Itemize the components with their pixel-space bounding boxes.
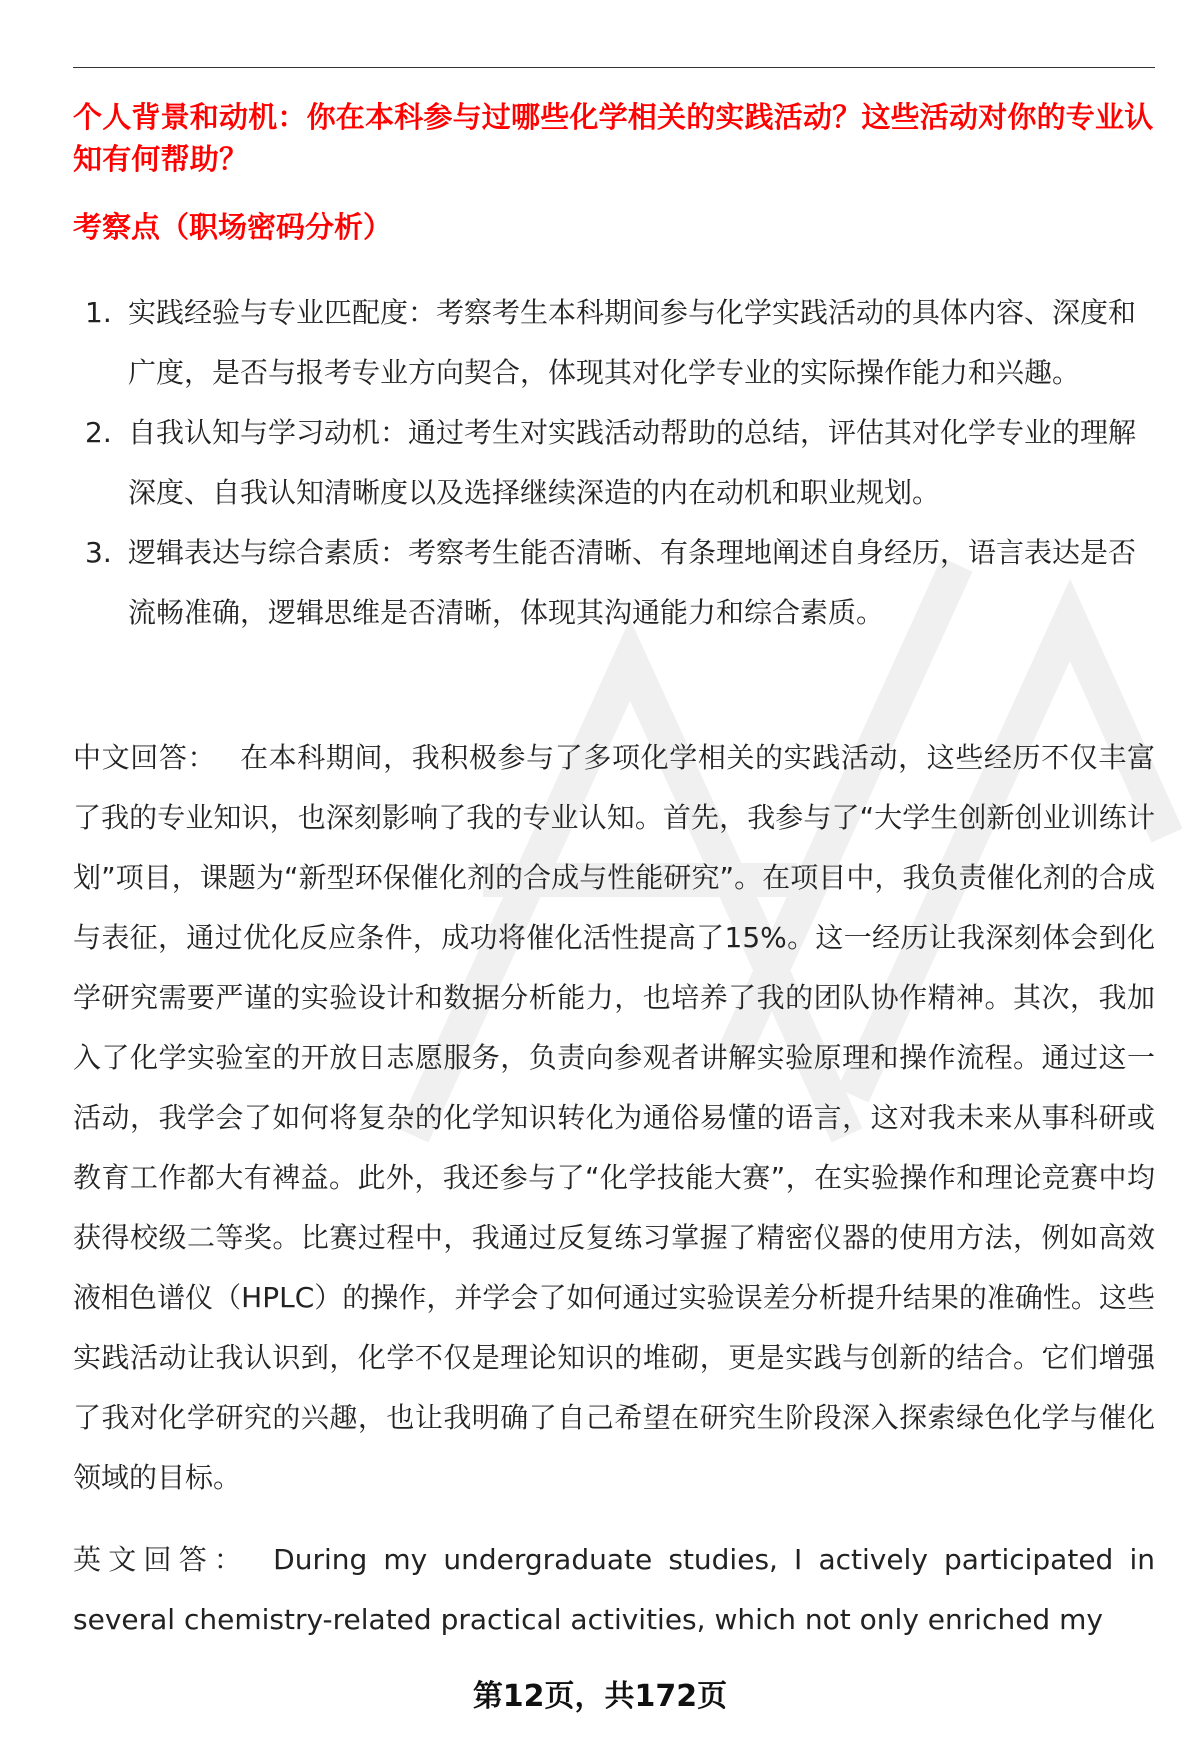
question-heading: 个人背景和动机：你在本科参与过哪些化学相关的实践活动？这些活动对你的专业认知有何帮助？ [73, 100, 1154, 176]
point-number: 1. [85, 296, 112, 329]
chinese-answer-label: 中文回答： [73, 741, 217, 774]
english-answer-label: 英文回答： [73, 1543, 250, 1576]
analysis-point [73, 523, 1155, 643]
point-number: 3. [85, 536, 112, 569]
point-text: 逻辑表达与综合素质：考察考生能否清晰、有条理地阐述自身经历，语言表达是否流畅准确，逻辑思维是否清晰，体现其沟通能力和综合素质。 [128, 536, 1137, 629]
top-divider [73, 67, 1155, 68]
analysis-point [73, 283, 1155, 403]
chinese-answer-text: 在本科期间，我积极参与了多项化学相关的实践活动，这些经历不仅丰富了我的专业知识，也深刻影响了我的专业认知。首先，我参与了“大学生创新创业训练计划”项目，课题为“新型环保催化剂的合成与性能研究”。在项目中，我负责催化剂的合成与表征，通过优化反应条件，成功将催化活性提高了15%。这一经历让我深刻体会到化学研究需要严谨的实验设计和数据分析能力，也培养了我的团队协作精神。其次，我加入了化学实验室的开放日志愿服务，负责向参观者讲解实验原理和操作流程。通过这一活动，我学会了如何将复杂的化学知识转化为通俗易懂的语言，这对我未来从事科研或教育工作都大有裨益。此外，我还参与了“化学技能大赛”，在实验操作和理论竞赛中均获得校级二等奖。比赛过程中，我通过反复练习掌握了精密仪器的使用方法，例如高效液相色谱仪（HPLC）的操作，并学会了如何通过实验误差分析提升结果的准确性。这些实践活动让我认识到，化学不仅是理论知识的堆砌，更是实践与创新的结合。它们增强了我对化学研究的兴趣，也让我明确了自己希望在研究生阶段深入探索绿色化学与催化领域的目标。 [73, 741, 1155, 1494]
english-answer-text: During my undergraduate studies, I actively participated in several chemistry-related practical activities, which not only enriched my [73, 1543, 1155, 1636]
analysis-points-list [73, 283, 1155, 643]
analysis-point [73, 403, 1155, 523]
chinese-answer [73, 728, 1155, 1508]
page-number-footer: 第12页，共172页 [472, 1679, 728, 1714]
point-number: 2. [85, 416, 112, 449]
analysis-heading: 考察点（职场密码分析） [73, 210, 393, 244]
point-text: 自我认知与学习动机：通过考生对实践活动帮助的总结，评估其对化学专业的理解深度、自我认知清晰度以及选择继续深造的内在动机和职业规划。 [128, 416, 1137, 509]
point-text: 实践经验与专业匹配度：考察考生本科期间参与化学实践活动的具体内容、深度和广度，是否与报考专业方向契合，体现其对化学专业的实际操作能力和兴趣。 [128, 296, 1137, 389]
english-answer [73, 1530, 1155, 1650]
